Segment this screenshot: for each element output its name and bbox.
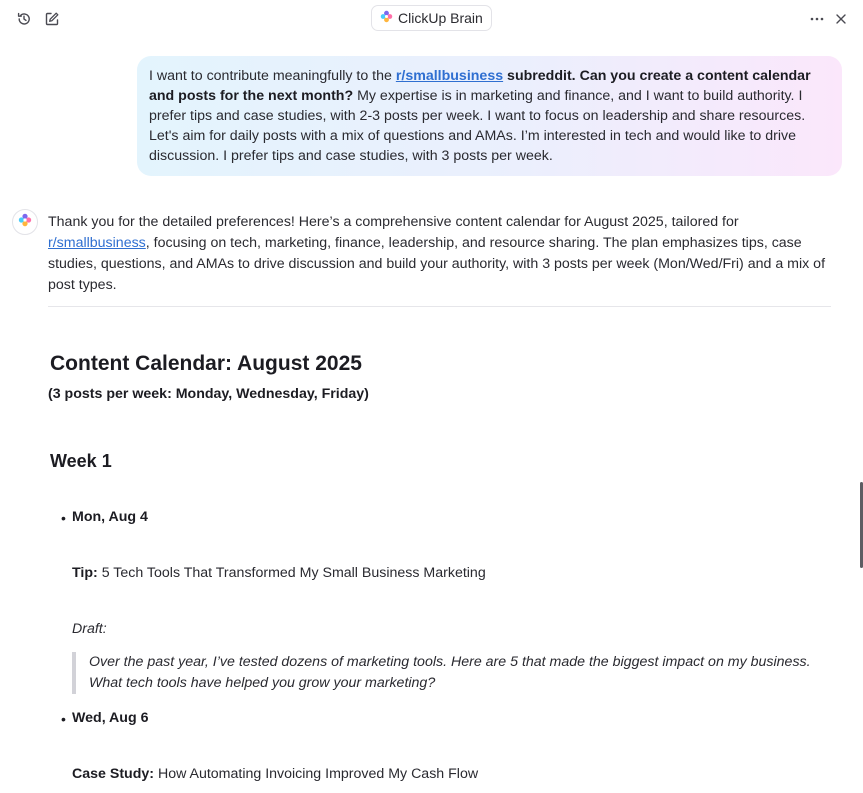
user-message-text: I want to contribute meaningfully to the [149,68,396,84]
new-chat-icon[interactable] [43,10,61,28]
clickup-brain-avatar-icon [18,213,32,232]
chat-title: ClickUp Brain [398,10,483,26]
clickup-brain-logo-icon [380,10,393,26]
entry-post-title [72,565,486,581]
top-bar [0,0,863,38]
list-bullet: • [61,510,66,526]
user-message-text-rest: My expertise is in marketing and finance, and I want to build authority. I prefer tips and case studies, with 2-3 posts per week. I want to focus on leadership and share resources. Let's aim for daily posts with a mix of questions and AMAs. I’m interested in tech and would like to drive discussion. I prefer tips and case studies, with 3 posts per week. [149,88,806,164]
more-icon[interactable] [808,10,826,28]
calendar-heading: Content Calendar: August 2025 [50,352,362,375]
assistant-subreddit-link[interactable]: r/smallbusiness [48,235,146,251]
entry-date: Mon, Aug 4 [72,509,148,525]
user-message-bold: subreddit. Can you create a content calendar and posts for the next month? [149,68,811,104]
post-type-label: Case Study: [72,766,154,782]
user-message-bubble [137,56,842,176]
entry-date: Wed, Aug 6 [72,710,149,726]
calendar-subheading: (3 posts per week: Monday, Wednesday, Friday) [48,386,369,402]
post-type-label: Tip: [72,565,98,581]
close-icon[interactable] [832,10,850,28]
assistant-avatar [12,209,38,235]
history-icon[interactable] [15,10,33,28]
week-heading: Week 1 [50,451,112,471]
assistant-intro-text-rest: , focusing on tech, marketing, finance, leadership, and resource sharing. The plan emphasizes tips, case studies, questions, and AMAs to drive discussion and build your authority, with 3 posts per week (Mon/Wed/Fri) and a mix of post types. [48,235,826,293]
post-title: How Automating Invoicing Improved My Cash Flow [154,766,479,782]
post-title: 5 Tech Tools That Transformed My Small Business Marketing [97,565,486,581]
chat-title-pill[interactable] [371,5,492,31]
subreddit-link[interactable]: r/smallbusiness [395,68,504,84]
assistant-intro-text: Thank you for the detailed preferences! Here’s a comprehensive content calendar for August 2025, tailored for [48,214,739,230]
section-divider [48,306,831,307]
list-bullet: • [61,711,66,727]
draft-blockquote: Over the past year, I’ve tested dozens of marketing tools. Here are 5 that made the biggest impact on my business. What tech tools have helped you grow your marketing? [72,652,812,694]
assistant-intro [48,212,838,296]
entry-post-title [72,766,478,782]
draft-label: Draft: [72,621,107,637]
